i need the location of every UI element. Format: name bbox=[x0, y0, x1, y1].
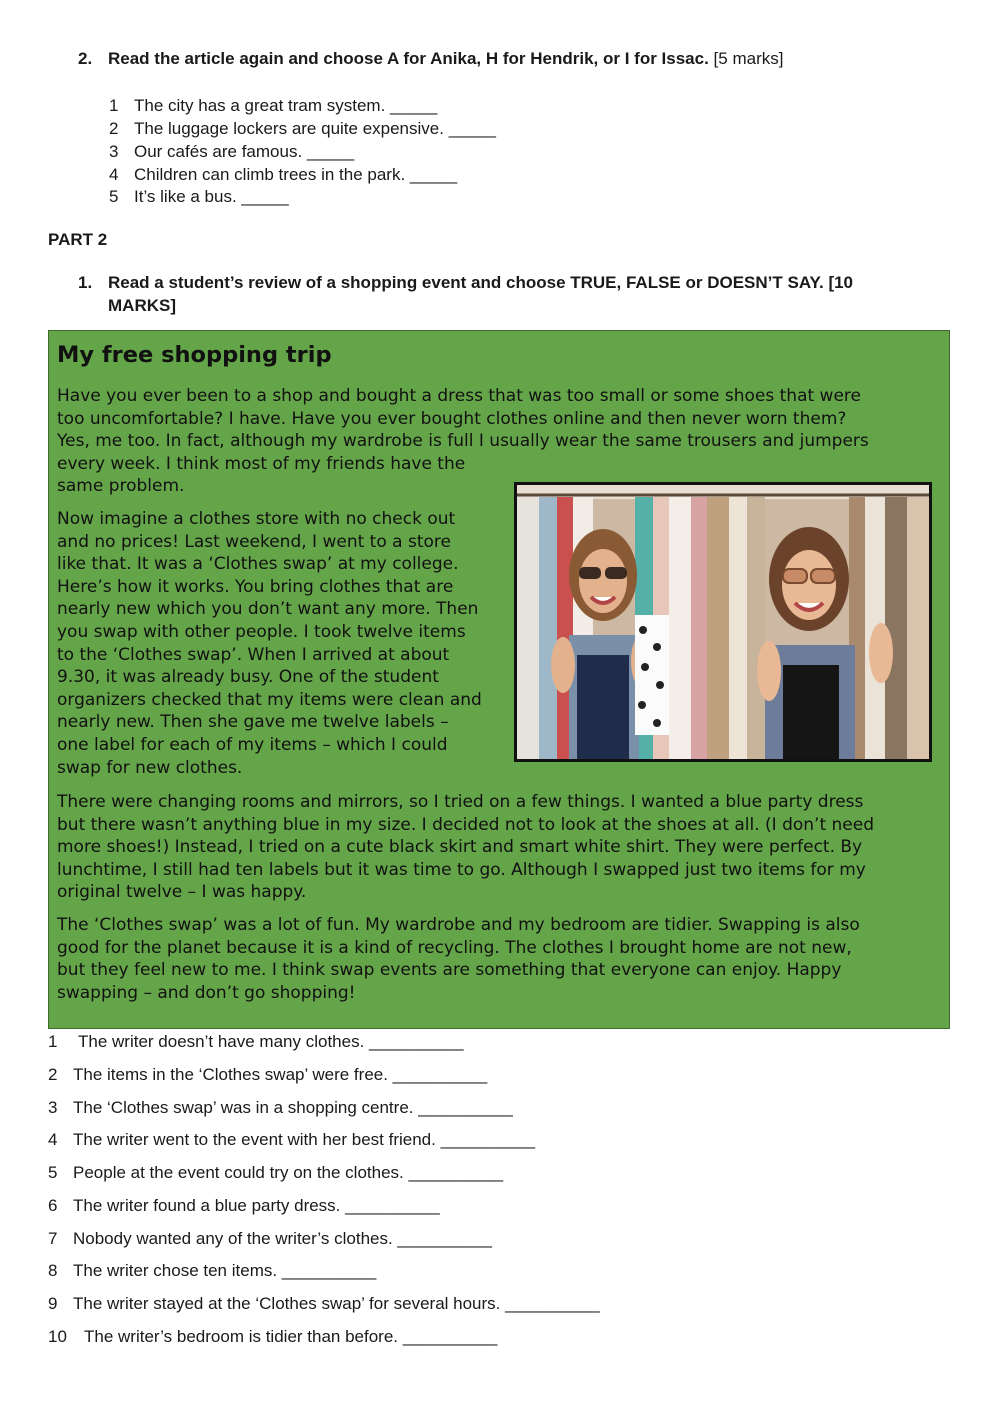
section1-heading bbox=[78, 49, 958, 71]
tf-question-item: 6 The writer found a blue party dress. __________ bbox=[48, 1196, 440, 1215]
tf-question-item: 10 The writer’s bedroom is tidier than before. __________ bbox=[48, 1327, 498, 1346]
part2-instruction-line1: Read a student’s review of a shopping event and choose TRUE, FALSE or DOESN’T SAY. [10 bbox=[108, 273, 854, 292]
article-photo bbox=[514, 482, 932, 762]
tf-question-item: 2 The items in the ‘Clothes swap’ were free. __________ bbox=[48, 1065, 488, 1084]
section1-instruction: Read the article again and choose A for Anika, H for Hendrik, or I for Issac. [5 marks] bbox=[108, 49, 784, 68]
tf-question-item: 7 Nobody wanted any of the writer’s clothes. __________ bbox=[48, 1229, 492, 1248]
tf-question-item: 4 The writer went to the event with her best friend. __________ bbox=[48, 1130, 536, 1149]
section1-item: 5 It’s like a bus. _____ bbox=[109, 187, 289, 206]
tf-question-item: 5 People at the event could try on the clothes. __________ bbox=[48, 1163, 504, 1182]
part2-question-number: 1. bbox=[78, 273, 93, 292]
part2-question-heading bbox=[78, 273, 958, 319]
tf-question-item: 3 The ‘Clothes swap’ was in a shopping centre. __________ bbox=[48, 1098, 513, 1117]
tf-question-item: 8 The writer chose ten items. __________ bbox=[48, 1261, 377, 1280]
article-paragraph-3: There were changing rooms and mirrors, so I tried on a few things. I wanted a blue party dress but there wasn’t anything blue in my size. I decided not to look at the shoes at all. (I don’t need more shoes!) Instead, I tried on a cute black skirt and smart white shirt. They were perfect. By lunchtime, I still had ten labels but it was time to go. Although I swapped just two items for my original twelve – I was happy. bbox=[57, 792, 875, 903]
article-paragraph-4: The ‘Clothes swap’ was a lot of fun. My wardrobe and my bedroom are tidier. Swapping is also good for the planet because it is a kind of recycling. The clothes I brought home are not new, but they feel new to me. I think swap events are something that everyone can enjoy. Happy swapping – and don’t go shopping! bbox=[57, 915, 860, 1003]
part2-instruction-line2: MARKS] bbox=[108, 296, 176, 315]
article-title: My free shopping trip bbox=[57, 342, 332, 368]
section1-item: 2 The luggage lockers are quite expensive. _____ bbox=[109, 119, 496, 138]
section1-item: 3 Our cafés are famous. _____ bbox=[109, 142, 355, 161]
section1-item: 4 Children can climb trees in the park. _____ bbox=[109, 165, 458, 184]
tf-question-item: 9 The writer stayed at the ‘Clothes swap’ for several hours. __________ bbox=[48, 1294, 600, 1313]
tf-question-item: 1 The writer doesn’t have many clothes. __________ bbox=[48, 1032, 464, 1051]
part2-heading: PART 2 bbox=[48, 230, 108, 249]
article-paragraph-1: Have you ever been to a shop and bought a dress that was too small or some shoes that were too uncomfortable? I have. Have you ever bought clothes online and then never worn them? Yes, me too. In fact, although my wardrobe is full I usually wear the same trousers and jumpers every week. I think most of my friends have the same problem. bbox=[57, 386, 869, 497]
article-paragraph-2: Now imagine a clothes store with no check out and no prices! Last weekend, I went to a store like that. It was a ‘Clothes swap’ at my college. Here’s how it works. You bring clothes that are nearly new which you don’t want any more. Then you swap with other people. I took twelve items to the ‘Clothes swap’. When I arrived at about 9.30, it was already busy. One of the student organizers checked that my items were clean and nearly new. Then she gave me twelve labels – one label for each of my items – which I could swap for new clothes. bbox=[57, 509, 482, 778]
section1-marks: [5 marks] bbox=[713, 49, 784, 68]
section1-number: 2. bbox=[78, 49, 93, 68]
section1-item: 1 The city has a great tram system. _____ bbox=[109, 96, 438, 115]
clothes-rack-photo-image bbox=[517, 485, 929, 759]
